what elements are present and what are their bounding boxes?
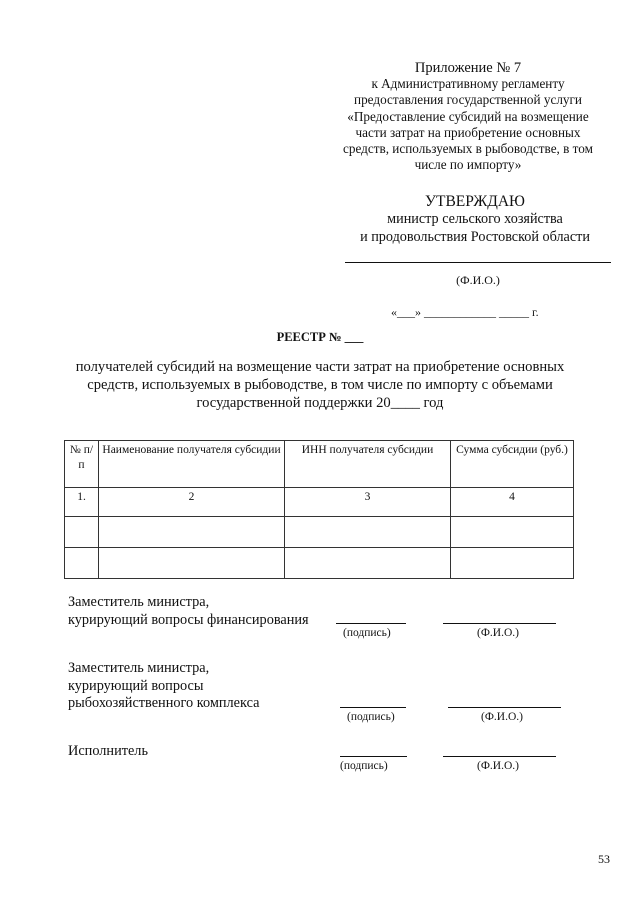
appendix-line: числе по импорту» (414, 157, 522, 173)
signature-label-line: курирующий вопросы финансирования (68, 611, 309, 628)
header-recipient-name: Наименование получателя субсидии (99, 441, 285, 488)
header-subsidy-amount: Сумма субсидии (руб.) (451, 441, 574, 488)
table-header-row (65, 441, 574, 488)
finance-fio-line (443, 623, 556, 624)
approval-fio: (Ф.И.О.) (456, 273, 500, 287)
table-cell (285, 548, 451, 579)
finance-sign-caption: (подпись) (343, 627, 391, 639)
signature-label-line: рыбохозяйственного комплекса (68, 695, 260, 711)
registry-table (64, 440, 574, 579)
approval-heading: УТВЕРЖДАЮ (425, 193, 525, 210)
signature-label-line: Заместитель министра, (68, 594, 210, 610)
fishery-sign-caption: (подпись) (347, 711, 395, 723)
approval-date: «___» ____________ _____ г. (391, 305, 539, 319)
table-cell (99, 548, 285, 579)
table-cell (65, 517, 99, 548)
finance-fio-caption: (Ф.И.О.) (477, 627, 519, 639)
appendix-line: части затрат на приобретение основных (355, 124, 581, 140)
registry-title: РЕЕСТР № ___ (276, 330, 364, 344)
table-numbering-row (65, 488, 574, 517)
signature-label-line: Заместитель министра, (68, 660, 210, 676)
approval-line: и продовольствия Ростовской области (360, 228, 590, 245)
fishery-deputy-title (68, 660, 259, 713)
appendix-line: предоставления государственной услуги (354, 92, 582, 108)
registry-subtitle-line: средств, используемых в рыбоводстве, в том числе по импорту с объемами (87, 377, 553, 393)
page-number: 53 (598, 852, 610, 866)
signature-label-line: курирующий вопросы (68, 677, 204, 694)
executor-sign-caption: (подпись) (340, 760, 388, 772)
table-row (65, 548, 574, 579)
registry-subtitle (40, 358, 600, 412)
appendix-line: к Административному регламенту (371, 76, 565, 92)
table-cell: 1. (65, 488, 99, 517)
fishery-sign-line (340, 707, 406, 708)
header-number: № п/п (65, 441, 99, 488)
appendix-line: Приложение № 7 (414, 60, 522, 76)
appendix-line: «Предоставление субсидий на возмещение (347, 108, 589, 124)
appendix-line: средств, используемых в рыбоводстве, в том (343, 141, 593, 157)
header-inn: ИНН получателя субсидии (285, 441, 451, 488)
table-cell (65, 548, 99, 579)
table-cell: 2 (99, 488, 285, 517)
approval-block (330, 192, 620, 246)
table-cell (451, 517, 574, 548)
fishery-fio-line (448, 707, 561, 708)
finance-sign-line (336, 623, 406, 624)
appendix-header (318, 60, 618, 173)
table-row (65, 517, 574, 548)
executor-fio-line (443, 756, 556, 757)
registry-subtitle-line: получателей субсидий на возмещение части затрат на приобретение основных (75, 359, 565, 375)
table-cell: 4 (451, 488, 574, 517)
approval-line: министр сельского хозяйства (387, 211, 563, 227)
table-cell (451, 548, 574, 579)
table-cell: 3 (285, 488, 451, 517)
executor-label: Исполнитель (68, 743, 148, 759)
approval-signature-line (345, 262, 611, 263)
executor-sign-line (340, 756, 407, 757)
registry-subtitle-line: государственной поддержки 20____ год (196, 395, 444, 411)
table-cell (285, 517, 451, 548)
executor-fio-caption: (Ф.И.О.) (477, 760, 519, 772)
fishery-fio-caption: (Ф.И.О.) (481, 711, 523, 723)
table-cell (99, 517, 285, 548)
finance-deputy-title (68, 594, 309, 629)
